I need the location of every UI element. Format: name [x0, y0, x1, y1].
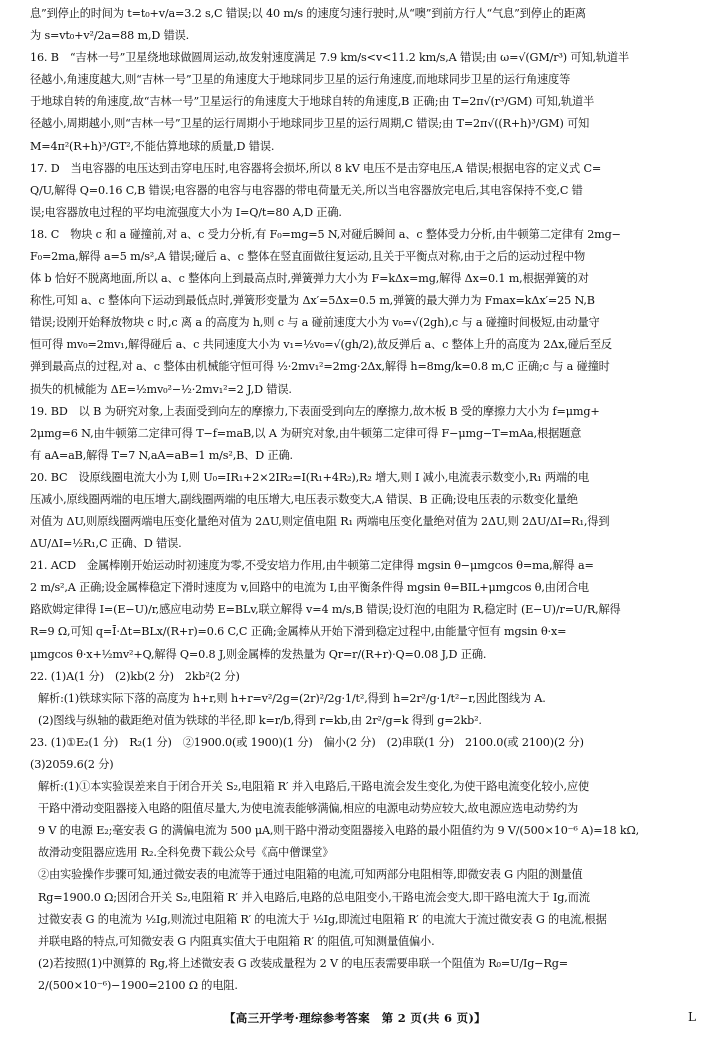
answer-line: 于地球自转的角速度,故“吉林一号”卫星运行的角速度大于地球自转的角速度,B 正确;由 T=2π√(r³/GM) 可知,轨道半 — [30, 95, 595, 108]
answer-line: 过微安表 G 的电流为 ½Ig,则流过电阻箱 R′ 的电流大于 ½Ig,即流过电阻箱 R′ 的电流大于流过微安表 G 的电流,根据 — [38, 913, 607, 926]
answer-line: 损失的机械能为 ΔE=½mv₀²−½·2mv₁²=2 J,D 错误. — [30, 383, 292, 396]
answer-line: 2μmg=6 N,由牛顿第二定律可得 T−f=maB,以 A 为研究对象,由牛顿第二定律可得 F−μmg−T=mAa,根据题意 — [30, 427, 582, 440]
answer-line: Rg=1900.0 Ω;因闭合开关 S₂,电阻箱 R′ 并入电路后,电路的总电阻变小,干路电流会变大,即干路电流大于 Ig,而流 — [38, 891, 590, 904]
answer-line: 22. (1)A(1 分) (2)kb(2 分) 2kb²(2 分) — [30, 670, 240, 683]
answer-line: ΔU/ΔI=½R₁,C 正确、D 错误. — [30, 537, 182, 550]
answer-line: M=4π²(R+h)³/GT²,不能估算地球的质量,D 错误. — [30, 140, 275, 153]
answer-line: 恒可得 mv₀=2mv₁,解得碰后 a、c 共同速度大小为 v₁=½v₀=√(gh/2),故反弹后 a、c 整体上升的高度为 2Δx,碰后至反 — [30, 338, 612, 351]
answer-line: 2 m/s²,A 正确;设金属棒稳定下滑时速度为 v,回路中的电流为 I,由平衡条件得 mgsin θ=BIL+μmgcos θ,由闭合电 — [30, 581, 589, 594]
answer-line: 对值为 ΔU,则原线圈两端电压变化量绝对值为 2ΔU,则定值电阻 R₁ 两端电压变化量绝对值为 2ΔU,则 2ΔU/ΔI=R₁,得到 — [30, 515, 610, 528]
answer-line: (2)若按照(1)中测算的 Rg,将上述微安表 G 改装成量程为 2 V 的电压表需要串联一个阻值为 R₀=U/Ig−Rg= — [38, 957, 568, 970]
answer-line: 压减小,原线圈两端的电压增大,副线圈两端的电压增大,电压表示数变大,A 错误、B 正确;设电压表的示数变化量绝 — [30, 493, 578, 506]
answer-line: 径越小,角速度越大,则“吉林一号”卫星的角速度大于地球同步卫星的运行角速度,而地球同步卫星的运行角速度等 — [30, 73, 571, 86]
footer-version-letter: L — [688, 1010, 696, 1024]
answer-line: 息”到停止的时间为 t=t₀+v/a=3.2 s,C 错误;以 40 m/s 的速度匀速行驶时,从“噢”到前方行人“气息”到停止的距离 — [30, 7, 586, 20]
page-footer — [0, 1010, 710, 1034]
answer-line: 体 b 恰好不脱离地面,所以 a、c 整体向上到最高点时,弹簧弹力大小为 F=kΔx=mg,解得 Δx=0.1 m,根据弹簧的对 — [30, 272, 589, 285]
answer-line: μmgcos θ·x+½mv²+Q,解得 Q=0.8 J,则金属棒的发热量为 Qr=r/(R+r)·Q=0.08 J,D 正确. — [30, 648, 487, 661]
answer-line: 并联电路的特点,可知微安表 G 内阻真实值大于电阻箱 R′ 的阻值,可知测量值偏小. — [38, 935, 435, 948]
answer-line: 21. ACD 金属棒刚开始运动时初速度为零,不受安培力作用,由牛顿第二定律得 mgsin θ−μmgcos θ=ma,解得 a= — [30, 559, 594, 572]
answer-line: 称性,可知 a、c 整体向下运动到最低点时,弹簧形变量为 Δx′=5Δx=0.5 m,弹簧的最大弹力为 Fmax=kΔx′=25 N,B — [30, 294, 595, 307]
answer-line: 解析:(1)①本实验误差来自于闭合开关 S₂,电阻箱 R′ 并入电路后,干路电流会发生变化,为使干路电流变化较小,应使 — [38, 780, 590, 793]
answer-line: Q/U,解得 Q=0.16 C,B 错误;电容器的电容与电容器的带电荷量无关,所以当电容器放完电后,其电容保持不变,C 错 — [30, 184, 583, 197]
answer-line: 弹到最高点的过程,对 a、c 整体由机械能守恒可得 ½·2mv₁²=2mg·2Δx,解得 h=8mg/k=0.8 m,C 正确;c 与 a 碰撞时 — [30, 360, 610, 373]
answer-line: 有 aA=aB,解得 T=7 N,aA=aB=1 m/s²,B、D 正确. — [30, 449, 293, 462]
answer-line: 径越小,周期越小,则“吉林一号”卫星的运行周期小于地球同步卫星的运行周期,C 错误;由 T=2π√((R+h)³/GM) 可知 — [30, 117, 590, 130]
answer-line: 2/(500×10⁻⁶)−1900=2100 Ω 的电阻. — [38, 979, 238, 992]
answer-line: 16. B “吉林一号”卫星绕地球做圆周运动,故发射速度满足 7.9 km/s<v<11.2 km/s,A 错误;由 ω=√(GM/r³) 可知,轨道半 — [30, 51, 630, 64]
answer-line: ②由实验操作步骤可知,通过微安表的电流等于通过电阻箱的电流,可知两部分电阻相等,即微安表 G 内阻的测量值 — [38, 868, 583, 881]
answer-line: 路欧姆定律得 I=(E−U)/r,感应电动势 E=BLv,联立解得 v=4 m/s,B 错误;设灯泡的电阻为 R,稳定时 (E−U)/r=U/R,解得 — [30, 603, 621, 616]
answer-line: 干路中滑动变阻器接入电路的阻值尽量大,为使电流表能够满偏,相应的电源电动势应较大,故电源应选电动势约为 — [38, 802, 579, 815]
answer-line: 错误;设刚开始释放物块 c 时,c 离 a 的高度为 h,则 c 与 a 碰前速度大小为 v₀=√(2gh),c 与 a 碰撞时间极短,由动量守 — [30, 316, 600, 329]
answer-line: (2)图线与纵轴的截距绝对值为铁球的半径,即 k=r/b,得到 r=kb,由 2r²/g=k 得到 g=2kb². — [38, 714, 482, 727]
answer-line: 18. C 物块 c 和 a 碰撞前,对 a、c 受力分析,有 F₀=mg=5 N,对碰后瞬间 a、c 整体受力分析,由牛顿第二定律有 2mg− — [30, 228, 621, 241]
answer-line: 23. (1)①E₂(1 分) R₂(1 分) ②1900.0(或 1900)(1 分) 偏小(2 分) (2)串联(1 分) 2100.0(或 2100)(2 分) — [30, 736, 584, 749]
answer-line: 19. BD 以 B 为研究对象,上表面受到向左的摩擦力,下表面受到向左的摩擦力,故木板 B 受的摩擦力大小为 f=μmg+ — [30, 405, 600, 418]
answer-line: 故滑动变阻器应选用 R₂.全科免费下载公众号《高中僧课堂》 — [38, 846, 334, 859]
answer-line: 解析:(1)铁球实际下落的高度为 h+r,则 h+r=v²/2g=(2r)²/2g·1/t²,得到 h=2r²/g·1/t²−r,因此图线为 A. — [38, 692, 546, 705]
answer-line: F₀=2ma,解得 a=5 m/s²,A 错误;碰后 a、c 整体在竖直面做往复运动,且关于平衡点对称,由于之后的运动过程中物 — [30, 250, 586, 263]
footer-page-label: 【高三开学考·理综参考答案 第 2 页(共 6 页)】 — [223, 1011, 486, 1025]
answer-line: 17. D 当电容器的电压达到击穿电压时,电容器将会损坏,所以 8 kV 电压不是击穿电压,A 错误;根据电容的定义式 C= — [30, 162, 602, 175]
answer-line: R=9 Ω,可知 q=Ī·Δt=BLx/(R+r)=0.6 C,C 正确;金属棒从开始下滑到稳定过程中,由能量守恒有 mgsin θ·x= — [30, 625, 567, 638]
answer-line: 为 s=vt₀+v²/2a=88 m,D 错误. — [30, 29, 190, 42]
answer-line: 9 V 的电源 E₂;毫安表 G 的满偏电流为 500 μA,则干路中滑动变阻器接入电路的最小阻值约为 9 V/(500×10⁻⁶ A)=18 kΩ, — [38, 824, 640, 837]
answer-line: 误;电容器放电过程的平均电流强度大小为 I=Q/t=80 A,D 正确. — [30, 206, 342, 219]
answer-line: (3)2059.6(2 分) — [30, 758, 114, 771]
answer-line: 20. BC 设原线圈电流大小为 I,则 U₀=IR₁+2×2IR₂=I(R₁+4R₂),R₂ 增大,则 I 减小,电流表示数变小,R₁ 两端的电 — [30, 471, 589, 484]
